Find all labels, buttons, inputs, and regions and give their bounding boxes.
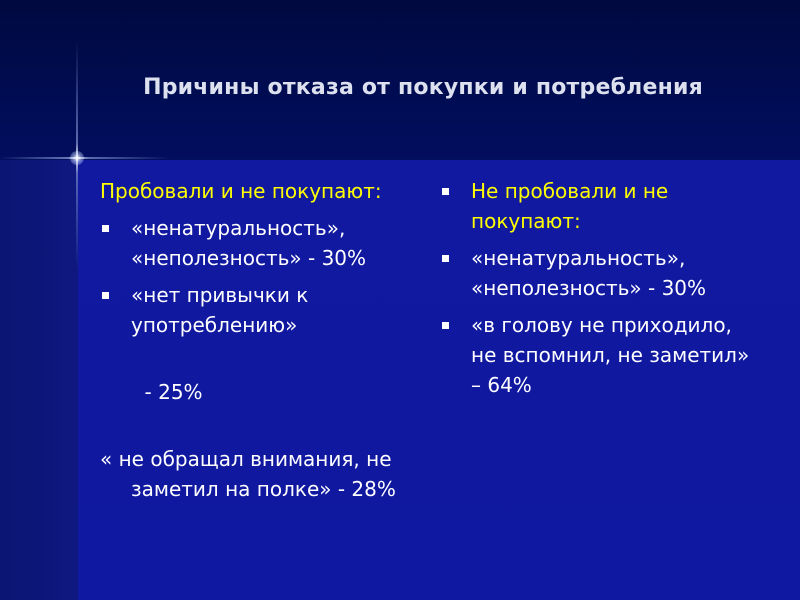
left-column bbox=[100, 176, 420, 511]
sparkle-icon bbox=[70, 151, 84, 165]
slide-title: Причины отказа от покупки и потребления bbox=[143, 75, 703, 100]
right-bullet-item bbox=[440, 243, 760, 303]
left-bullet-text: «ненатуральность», «неполезность» - 30% bbox=[131, 216, 367, 270]
left-bullet-text: «нет привычки к употреблению» bbox=[131, 283, 309, 337]
right-column bbox=[440, 176, 760, 407]
left-band bbox=[0, 160, 78, 600]
left-heading bbox=[100, 176, 420, 206]
bullet-icon bbox=[442, 188, 449, 195]
right-heading bbox=[440, 176, 760, 236]
right-bullet-text: «ненатуральность», «неполезность» - 30% bbox=[471, 246, 707, 300]
sparkle-horizontal bbox=[0, 157, 170, 159]
left-hanging-text: « не обращал внимания, не заметил на полке» - 28% bbox=[100, 447, 396, 501]
right-bullet-item bbox=[440, 310, 760, 400]
bullet-icon bbox=[102, 225, 109, 232]
left-plain-text: - 25% bbox=[138, 380, 203, 404]
left-hanging-item bbox=[100, 444, 420, 504]
left-heading-text: Пробовали и не покупают: bbox=[100, 179, 382, 203]
right-bullet-text: «в голову не приходило, не вспомнил, не заметил» – 64% bbox=[471, 313, 750, 397]
bullet-icon bbox=[442, 255, 449, 262]
right-heading-text: Не пробовали и не покупают: bbox=[471, 179, 669, 233]
left-bullet-item bbox=[100, 213, 420, 273]
bullet-icon bbox=[442, 322, 449, 329]
left-bullet-item bbox=[100, 280, 420, 340]
left-plain-line bbox=[100, 347, 420, 437]
bullet-icon bbox=[102, 292, 109, 299]
